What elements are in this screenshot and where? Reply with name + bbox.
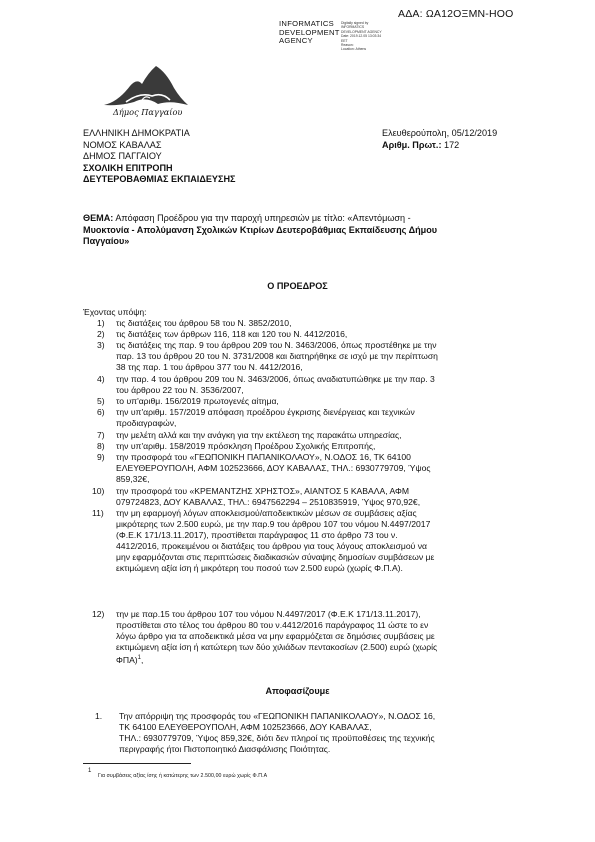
decision-number: 1. [95,711,103,721]
signature-detail-line: Location: Athens [341,47,367,52]
subject-line: Μυοκτονία - Απολύμανση Σχολικών Κτιρίων Δευτεροβάθμιας Εκπαίδευσης Δήμου [83,224,438,235]
protocol-label: Αριθμ. Πρωτ.: [382,139,442,150]
item-number: 9) [97,452,105,462]
item-line: ΕΛΕΥΘΕΡΟΥΠΟΛΗ, ΑΦΜ 102523666, ΔΟΥ ΚΑΒΑΛΑΣ, ΤΗΛ.: 6930779709, Ύψος [116,463,431,473]
item-punctuation: , [141,654,144,665]
issuer-line: ΔΗΜΟΣ ΠΑΓΓΑΙΟΥ [83,151,162,162]
item-text [116,374,516,396]
item-line: το υπ'αριθμ. 156/2019 πρωτογενές αίτημα, [116,396,279,406]
issuer-line: ΕΛΛΗΝΙΚΗ ΔΗΜΟΚΡΑΤΙΑ [83,128,190,138]
issuer-line: ΝΟΜΟΣ ΚΑΒΑΛΑΣ [83,139,162,150]
signature-detail-line: Digitally signed by [341,21,369,25]
subject-line: Παγγαίου» [83,236,130,247]
signature-detail-line: DEVELOPMENT AGENCY [341,29,382,34]
issuer-line: ΣΧΟΛΙΚΗ ΕΠΙΤΡΟΠΗ [83,162,173,173]
subject-label: ΘΕΜΑ: [83,213,114,223]
item-text [116,430,516,441]
item-number: 10) [92,486,105,496]
footnote-ref: 1 [137,655,142,661]
item-number: 1) [97,318,105,328]
item-line: λόγω άρθρο για τα αποδεικτικά μέσα να μην εφαρμόζεται σε δημόσιες συμβάσεις με [116,631,435,641]
item-number: 12) [92,609,105,619]
protocol-number [382,140,497,152]
signature-details [341,21,382,52]
decision-line: ΤΚ 64100 ΕΛΕΥΘΕΡΟΥΠΟΛΗ, ΑΦΜ 102523666, ΔΟΥ ΚΑΒΑΛΑΣ, [119,722,372,732]
item-line: την υπ'αριθμ. 158/2019 πρόσκληση Προέδρου Σχολικής Επιτροπής, [116,441,376,451]
issuer-block [83,128,236,186]
intro-text: Έχοντας υπόψη: [83,307,147,317]
item-text [116,486,516,508]
item-number: 7) [97,430,105,440]
item-line: μην εφαρμόζονται στις περιπτώσεις διαδικασιών σύναψης δημοσίων συμβάσεων με [116,552,435,562]
item-line: 079724823, ΔΟΥ ΚΑΒΑΛΑΣ, ΤΗΛ.: 6947562294 – 2510835919, Ύψος 970,92€, [116,497,421,507]
item-line: παρ. 13 του άρθρου 20 του Ν. 3731/2008 και διατηρήθηκε σε ισχύ με την περίπτωση [116,351,438,361]
item-line: ΦΠΑ) [116,654,138,665]
item-text [116,452,516,485]
decision-line: περιγραφής ήτοι Πιστοποιητικό Διασφάλισης Ποιότητας. [119,744,331,754]
item-text [116,329,516,340]
item-number: 6) [97,407,105,417]
decision-line: Την απόρριψη της προσφοράς του «ΓΕΩΠΟΝΙΚΗ ΠΑΠΑΝΙΚΟΛΑΟΥ», Ν.ΟΔΟΣ 16, [119,711,436,721]
item-line: την υπ'αριθμ. 157/2019 απόφαση προέδρου έγκρισης διενέργειας και τεχνικών [116,407,415,417]
logo-text: Δήμος Παγγαίου [113,107,183,117]
subject-line: Απόφαση Προέδρου για την παροχή υπηρεσιών με τίτλο: «Απεντόμωση - [113,213,411,223]
agency-line: INFORMATICS [279,19,335,28]
subject-block [83,213,510,248]
signature-detail-line: Date: 2019.12.05 13:03:34 [341,34,382,39]
item-number: 11) [92,508,104,518]
date-block [382,128,497,151]
item-line: την με παρ.15 του άρθρου 107 του νόμου Ν.4497/2017 (Φ.Ε.Κ 171/13.11.2017), [116,609,421,619]
item-line: 4412/2016, προκειμένου οι διατάξεις του άρθρου για τους λόγους αποκλεισμού να [116,541,427,551]
item-line: την παρ. 4 του άρθρου 209 του Ν. 3463/2006, όπως αναδιατυπώθηκε με την παρ. 3 [116,374,435,384]
issuer-line: ΔΕΥΤΕΡΟΒΑΘΜΙΑΣ ΕΚΠΑΙΔΕΥΣΗΣ [83,174,236,185]
item-text [116,340,516,373]
protocol-value: 172 [444,139,460,150]
item-line: την προσφορά του «ΓΕΩΠΟΝΙΚΗ ΠΑΠΑΝΙΚΟΛΑΟΥ», Ν.ΟΔΟΣ 16, ΤΚ 64100 [116,452,411,462]
item-line: 38 της παρ. 1 του άρθρου 377 του Ν. 4412/2016, [116,362,303,372]
item-line: τις διατάξεις του άρθρου 58 του Ν. 3852/2010, [116,318,292,328]
item-line: την προσφορά του «ΚΡΕΜΑΝΤΖΗΣ ΧΡΗΣΤΟΣ», ΑΙΑΝΤΟΣ 5 ΚΑΒΑΛΑ, ΑΦΜ [116,486,410,496]
item-line: την μελέτη αλλά και την ανάγκη για την εκτέλεση της παρακάτω υπηρεσίας, [116,430,402,440]
decision-title: Αποφασίζουμε [265,686,330,696]
item-line: προδιαγραφών, [116,418,177,428]
item-line: την μη εφαρμογή λόγων αποκλεισμού/αποδεικτικών μέσων σε συμβάσεις αξίας [116,508,417,518]
signature-detail-line: Reason: [341,43,354,48]
document-date: Ελευθερούπολη, 05/12/2019 [382,128,498,138]
signature-detail-line: EET [341,38,348,43]
item-line: 859,32€, [116,474,150,484]
item-line: του άρθρου 22 του Ν. 3536/2007, [116,385,244,395]
item-text [116,508,516,574]
footnote-rule [83,763,191,764]
item-line: (Φ.Ε.Κ 171/13.11.2017), προστίθεται παράγραφος 11 στο άρθρο 73 του ν. [116,530,398,540]
item-text [116,407,516,429]
mountain-logo-icon [100,58,190,128]
item-number: 4) [97,374,105,384]
item-line: τις διατάξεις των άρθρων 116, 118 και 120 του Ν. 4412/2016, [116,329,348,339]
signature-agency [279,20,340,46]
agency-line: AGENCY [279,36,313,46]
item-line: εκτιμώμενη αξία ίση ή μικρότερη του ποσού των 2.500 ευρώ (χωρίς Φ.Π.Α). [116,563,403,573]
footnote-mark: 1 [88,768,92,774]
item-number: 2) [97,329,105,339]
item-line: μικρότερης των 2.500 ευρώ, με την παρ.9 του άρθρου 107 του νόμου Ν.4497/2017 [116,519,431,529]
decision-line: ΤΗΛ.: 6930779709, Ύψος 859,32€, διότι δεν πληροί τις προϋποθέσεις της τεχνικής [119,733,435,743]
document-title: Ο ΠΡΟΕΔΡΟΣ [267,281,328,291]
item-text [116,318,516,329]
ada-number: ΑΔΑ: ΩΑ12ΟΞΜΝ-ΗΟΟ [398,8,514,20]
signature-detail-line: INFORMATICS [341,25,365,30]
item-number: 3) [97,340,105,350]
item-number: 5) [97,396,105,406]
footnote-text: Για συμβάσεις αξίας ίσης ή κατώτερης των 2.500,00 ευρώ χωρίς Φ.Π.Α [98,773,268,779]
decision-text [119,711,510,755]
item-line: εκτιμώμενη αξία ίση ή κατώτερη των δύο χιλιάδων πεντακοσίων (2.500) ευρώ (χωρίς [116,642,438,652]
agency-line: DEVELOPMENT [279,27,340,37]
item-line: τις διατάξεις της παρ. 9 του άρθρου 209 του Ν. 3463/2006, όπως προστέθηκε με την [116,340,437,350]
item-text [116,441,516,452]
item-text [116,396,516,407]
item-number: 8) [97,441,105,451]
item-text [116,609,516,666]
item-line: προστίθεται στο τέλος του άρθρου 80 του ν.4412/2016 παράγραφος 11 ώστε το εν [116,620,429,630]
